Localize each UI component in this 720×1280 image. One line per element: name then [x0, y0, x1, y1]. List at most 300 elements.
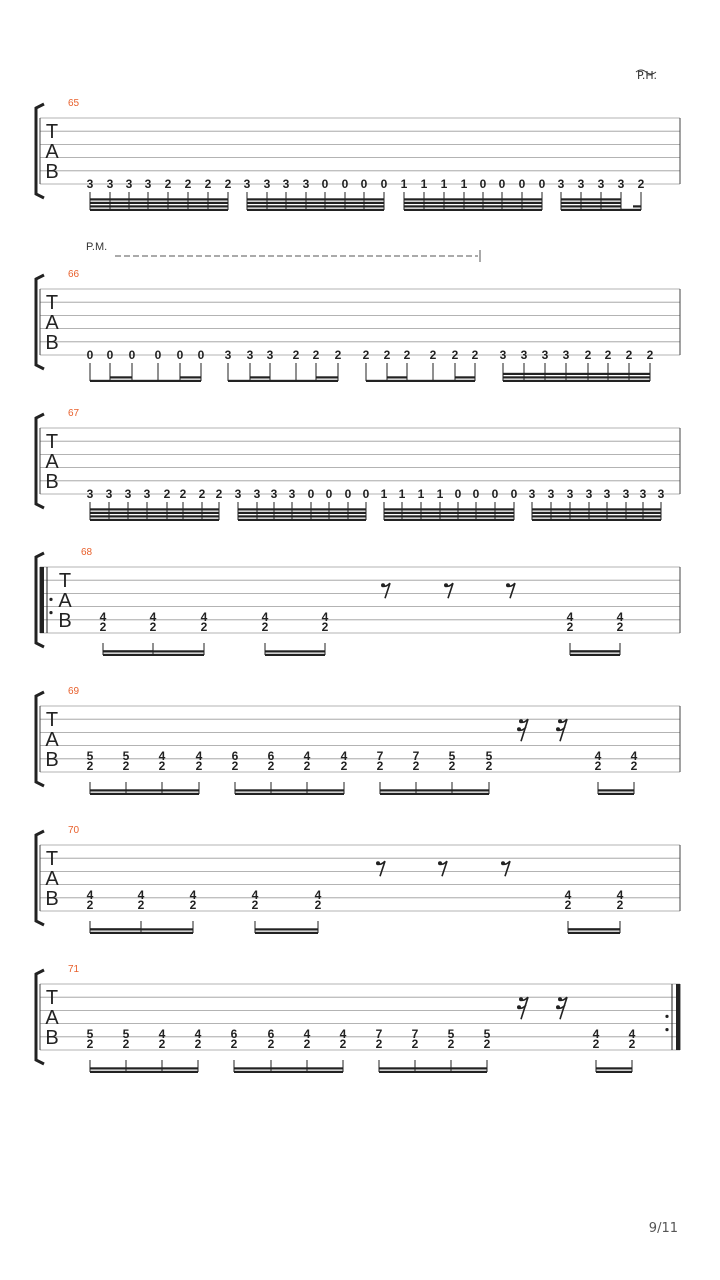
fret-number: 5: [122, 748, 130, 763]
fret-number: 6: [231, 748, 239, 763]
beam: [255, 932, 318, 934]
fret-number: 0: [498, 177, 506, 191]
fret-number: 7: [375, 1026, 383, 1041]
fret-number: 2: [616, 898, 624, 913]
fret-number: 3: [302, 177, 310, 191]
fret-number: 7: [411, 1026, 419, 1041]
fret-number: 2: [179, 487, 187, 501]
fret-number: 3: [541, 348, 549, 362]
fret-number: 2: [251, 898, 259, 913]
fret-number: 4: [628, 1026, 636, 1041]
fret-number: 2: [429, 348, 437, 362]
beam: [90, 1067, 198, 1069]
beam: [234, 1071, 343, 1073]
fret-number: 4: [594, 748, 602, 763]
fret-number: 4: [314, 887, 322, 902]
fret-number: 6: [267, 748, 275, 763]
tab-clef-letter: T: [45, 848, 59, 870]
beam: [384, 512, 514, 514]
fret-number: 2: [215, 487, 223, 501]
fret-number: 4: [200, 609, 208, 624]
fret-number: 4: [564, 887, 572, 902]
fret-number: 4: [195, 748, 203, 763]
beam: [238, 519, 366, 521]
fret-number: 2: [194, 1037, 202, 1052]
tab-clef-letter: A: [45, 451, 59, 473]
fret-number: 4: [158, 748, 166, 763]
fret-number: 2: [448, 759, 456, 774]
fret-number: 2: [584, 348, 592, 362]
fret-number: 2: [184, 177, 192, 191]
beam: [234, 1067, 343, 1069]
rest-dot: [438, 861, 442, 865]
beam: [90, 512, 219, 514]
beam: [235, 793, 344, 795]
fret-number: 3: [263, 177, 271, 191]
fret-number: 2: [303, 1037, 311, 1052]
rest-dot: [517, 1005, 521, 1009]
fret-number: 4: [616, 609, 624, 624]
fret-number: 4: [630, 748, 638, 763]
beam: [316, 376, 338, 378]
beam: [247, 205, 384, 207]
fret-number: 3: [270, 487, 278, 501]
tab-clef-letter: T: [45, 987, 59, 1009]
fret-number: 3: [106, 177, 114, 191]
fret-number: 6: [230, 1026, 238, 1041]
fret-number: 4: [86, 887, 94, 902]
tab-clef-letter: A: [45, 1007, 59, 1029]
fret-number: 0: [360, 177, 368, 191]
fret-number: 2: [200, 620, 208, 635]
fret-number: 2: [86, 898, 94, 913]
rest-dot: [558, 997, 562, 1001]
fret-number: 2: [230, 1037, 238, 1052]
tab-clef-letter: B: [45, 1027, 59, 1049]
fret-number: 3: [499, 348, 507, 362]
beam: [247, 198, 384, 200]
fret-number: 5: [86, 1026, 94, 1041]
rest-dot: [556, 727, 560, 731]
fret-number: 1: [417, 487, 425, 501]
fret-number: 2: [321, 620, 329, 635]
beam: [247, 202, 384, 204]
fret-number: 2: [267, 1037, 275, 1052]
fret-number: 2: [383, 348, 391, 362]
fret-number: 2: [158, 1037, 166, 1052]
beam-flag: [633, 205, 641, 207]
beam: [596, 1067, 632, 1069]
fret-number: 3: [520, 348, 528, 362]
fret-number: 0: [128, 348, 136, 362]
beam: [503, 380, 650, 382]
fret-number: 2: [483, 1037, 491, 1052]
fret-number: 2: [334, 348, 342, 362]
fret-number: 2: [86, 759, 94, 774]
fret-number: 4: [189, 887, 197, 902]
rest-dot: [558, 719, 562, 723]
beam: [503, 376, 650, 378]
fret-number: 3: [657, 487, 665, 501]
fret-number: 3: [566, 487, 574, 501]
fret-number: 2: [403, 348, 411, 362]
fret-number: 0: [518, 177, 526, 191]
fret-number: 2: [198, 487, 206, 501]
repeat-dot: [49, 611, 52, 614]
fret-number: 3: [234, 487, 242, 501]
beam: [570, 654, 620, 656]
tab-clef-letter: B: [45, 161, 59, 183]
beam: [596, 1071, 632, 1073]
fret-number: 3: [577, 177, 585, 191]
fret-number: 4: [566, 609, 574, 624]
fret-number: 2: [411, 1037, 419, 1052]
fret-number: 2: [412, 759, 420, 774]
fret-number: 5: [86, 748, 94, 763]
fret-number: 3: [597, 177, 605, 191]
measure-number: 65: [68, 98, 80, 109]
beam: [568, 932, 620, 934]
tab-clef-letter: B: [45, 749, 59, 771]
beam: [379, 1067, 487, 1069]
repeat-start-thick-bar: [40, 567, 44, 633]
beam: [455, 376, 475, 378]
beam: [90, 205, 228, 207]
beam: [103, 650, 153, 652]
tab-clef-letter: B: [58, 610, 72, 632]
fret-number: 1: [420, 177, 428, 191]
fret-number: 1: [400, 177, 408, 191]
fret-number: 5: [483, 1026, 491, 1041]
beam: [90, 380, 201, 382]
beam: [238, 512, 366, 514]
fret-number: 5: [122, 1026, 130, 1041]
fret-number: 7: [376, 748, 384, 763]
tab-clef-letter: T: [45, 431, 59, 453]
fret-number: 2: [314, 898, 322, 913]
beam: [90, 789, 199, 791]
fret-number: 0: [538, 177, 546, 191]
fret-number: 3: [124, 487, 132, 501]
fret-number: 3: [288, 487, 296, 501]
fret-number: 2: [566, 620, 574, 635]
fret-number: 2: [375, 1037, 383, 1052]
fret-number: 3: [105, 487, 113, 501]
beam: [561, 209, 641, 211]
fret-number: 4: [261, 609, 269, 624]
fret-number: 0: [321, 177, 329, 191]
fret-number: 2: [485, 759, 493, 774]
fret-number: 2: [630, 759, 638, 774]
beam: [404, 202, 542, 204]
fret-number: 2: [158, 759, 166, 774]
fret-number: 3: [639, 487, 647, 501]
fret-number: 2: [637, 177, 645, 191]
pinch-harmonic-annotation: P.H.: [637, 69, 657, 82]
fret-number: 2: [189, 898, 197, 913]
fret-number: 4: [251, 887, 259, 902]
fret-number: 2: [231, 759, 239, 774]
beam: [265, 650, 325, 652]
beam: [90, 928, 141, 930]
tab-clef-letter: B: [45, 888, 59, 910]
fret-number: 2: [339, 1037, 347, 1052]
fret-number: 2: [99, 620, 107, 635]
fret-number: 0: [176, 348, 184, 362]
fret-number: 3: [246, 348, 254, 362]
beam: [90, 508, 219, 510]
beam: [561, 198, 621, 200]
fret-number: 3: [547, 487, 555, 501]
measure-number: 69: [68, 686, 80, 697]
fret-number: 2: [163, 487, 171, 501]
fret-number: 2: [604, 348, 612, 362]
tab-clef-letter: A: [45, 868, 59, 890]
fret-number: 2: [447, 1037, 455, 1052]
tab-clef-letter: T: [45, 709, 59, 731]
beam: [238, 515, 366, 517]
beam: [90, 793, 199, 795]
fret-number: 5: [485, 748, 493, 763]
beam: [568, 928, 620, 930]
fret-number: 3: [224, 348, 232, 362]
fret-number: 2: [451, 348, 459, 362]
fret-number: 3: [603, 487, 611, 501]
tab-clef-letter: T: [58, 570, 72, 592]
tab-clef-letter: A: [45, 312, 59, 334]
measure-number: 71: [68, 964, 80, 975]
beam: [90, 209, 228, 211]
fret-number: 2: [471, 348, 479, 362]
fret-number: 2: [261, 620, 269, 635]
fret-number: 3: [617, 177, 625, 191]
tab-system-65: [36, 98, 680, 211]
fret-number: 3: [557, 177, 565, 191]
measure-number: 66: [68, 269, 80, 280]
beam: [503, 373, 650, 375]
beam: [265, 654, 325, 656]
fret-number: 0: [344, 487, 352, 501]
repeat-dot: [665, 1015, 668, 1018]
beam: [228, 380, 338, 382]
tab-system-68: [36, 547, 680, 656]
beam: [532, 512, 661, 514]
fret-number: 2: [267, 759, 275, 774]
beam: [90, 932, 193, 934]
beam: [384, 515, 514, 517]
beam: [110, 376, 132, 378]
fret-number: 3: [585, 487, 593, 501]
tab-clef-letter: A: [45, 729, 59, 751]
fret-number: 0: [362, 487, 370, 501]
beam: [561, 202, 621, 204]
fret-number: 7: [412, 748, 420, 763]
fret-number: 0: [472, 487, 480, 501]
fret-number: 0: [510, 487, 518, 501]
beam: [532, 515, 661, 517]
fret-number: 0: [454, 487, 462, 501]
fret-number: 3: [253, 487, 261, 501]
fret-number: 3: [266, 348, 274, 362]
measure-number: 70: [68, 825, 80, 836]
fret-number: 0: [307, 487, 315, 501]
beam: [404, 198, 542, 200]
fret-number: 4: [303, 748, 311, 763]
beam: [404, 205, 542, 207]
fret-number: 4: [340, 748, 348, 763]
fret-number: 4: [149, 609, 157, 624]
fret-number: 4: [321, 609, 329, 624]
tab-clef-letter: T: [45, 292, 59, 314]
beam: [250, 376, 270, 378]
tab-clef-letter: T: [45, 121, 59, 143]
beam: [238, 508, 366, 510]
repeat-dot: [49, 598, 52, 601]
fret-number: 0: [380, 177, 388, 191]
beam: [384, 508, 514, 510]
fret-number: 2: [122, 759, 130, 774]
fret-number: 2: [625, 348, 633, 362]
beam: [255, 928, 318, 930]
fret-number: 4: [592, 1026, 600, 1041]
tab-clef-letter: B: [45, 471, 59, 493]
fret-number: 0: [154, 348, 162, 362]
fret-number: 2: [564, 898, 572, 913]
fret-number: 4: [339, 1026, 347, 1041]
beam: [380, 793, 489, 795]
fret-number: 3: [282, 177, 290, 191]
fret-number: 2: [195, 759, 203, 774]
fret-number: 1: [440, 177, 448, 191]
rest-dot: [517, 727, 521, 731]
beam: [387, 376, 407, 378]
beam: [598, 789, 634, 791]
fret-number: 4: [137, 887, 145, 902]
fret-number: 6: [267, 1026, 275, 1041]
fret-number: 2: [592, 1037, 600, 1052]
fret-number: 2: [204, 177, 212, 191]
tab-system-70: [36, 825, 680, 934]
fret-number: 0: [197, 348, 205, 362]
rest-dot: [381, 583, 385, 587]
rest-dot: [519, 719, 523, 723]
fret-number: 2: [312, 348, 320, 362]
fret-number: 1: [460, 177, 468, 191]
fret-number: 2: [362, 348, 370, 362]
rest-dot: [506, 583, 510, 587]
fret-number: 4: [158, 1026, 166, 1041]
fret-number: 3: [562, 348, 570, 362]
beam: [570, 650, 620, 652]
beam: [90, 519, 219, 521]
fret-number: 0: [86, 348, 94, 362]
tab-system-69: [36, 686, 680, 795]
fret-number: 3: [125, 177, 133, 191]
beam: [384, 519, 514, 521]
fret-number: 2: [86, 1037, 94, 1052]
fret-number: 2: [149, 620, 157, 635]
rest-dot: [501, 861, 505, 865]
fret-number: 1: [380, 487, 388, 501]
fret-number: 0: [479, 177, 487, 191]
fret-number: 2: [164, 177, 172, 191]
beam: [90, 1071, 198, 1073]
beam: [366, 380, 475, 382]
beam: [90, 202, 228, 204]
fret-number: 4: [99, 609, 107, 624]
measure-number: 68: [81, 547, 93, 558]
beam: [247, 209, 384, 211]
tab-clef-letter: A: [45, 141, 59, 163]
fret-number: 3: [144, 177, 152, 191]
fret-number: 2: [646, 348, 654, 362]
fret-number: 2: [628, 1037, 636, 1052]
fret-number: 5: [448, 748, 456, 763]
fret-number: 2: [137, 898, 145, 913]
beam: [532, 508, 661, 510]
fret-number: 2: [616, 620, 624, 635]
fret-number: 3: [622, 487, 630, 501]
fret-number: 5: [447, 1026, 455, 1041]
tab-system-66: [36, 269, 680, 382]
fret-number: 0: [341, 177, 349, 191]
fret-number: 2: [303, 759, 311, 774]
rest-dot: [556, 1005, 560, 1009]
measure-number: 67: [68, 408, 80, 419]
fret-number: 4: [616, 887, 624, 902]
fret-number: 4: [303, 1026, 311, 1041]
tab-clef-letter: B: [45, 332, 59, 354]
fret-number: 2: [340, 759, 348, 774]
tab-clef-letter: A: [58, 590, 72, 612]
beam: [235, 789, 344, 791]
fret-number: 3: [143, 487, 151, 501]
fret-number: 2: [594, 759, 602, 774]
fret-number: 1: [398, 487, 406, 501]
fret-number: 1: [436, 487, 444, 501]
fret-number: 2: [122, 1037, 130, 1052]
fret-number: 2: [376, 759, 384, 774]
rest-dot: [519, 997, 523, 1001]
beam: [103, 654, 204, 656]
fret-number: 3: [243, 177, 251, 191]
palm-mute-annotation: P.M.: [86, 241, 108, 253]
tab-system-71: [36, 964, 680, 1073]
repeat-end-thick-bar: [676, 984, 680, 1050]
tab-system-67: [36, 408, 680, 521]
repeat-dot: [665, 1028, 668, 1031]
beam: [532, 519, 661, 521]
beam: [404, 209, 542, 211]
rest-dot: [376, 861, 380, 865]
fret-number: 2: [292, 348, 300, 362]
rest-dot: [444, 583, 448, 587]
fret-number: 3: [86, 177, 94, 191]
beam: [380, 789, 489, 791]
beam: [598, 793, 634, 795]
fret-number: 3: [86, 487, 94, 501]
fret-number: 2: [224, 177, 232, 191]
beam: [379, 1071, 487, 1073]
fret-number: 0: [491, 487, 499, 501]
beam: [180, 376, 201, 378]
beam: [90, 515, 219, 517]
beam: [561, 205, 621, 207]
fret-number: 0: [106, 348, 114, 362]
beam: [90, 198, 228, 200]
page-number: 9/11: [648, 1221, 678, 1236]
fret-number: 0: [325, 487, 333, 501]
